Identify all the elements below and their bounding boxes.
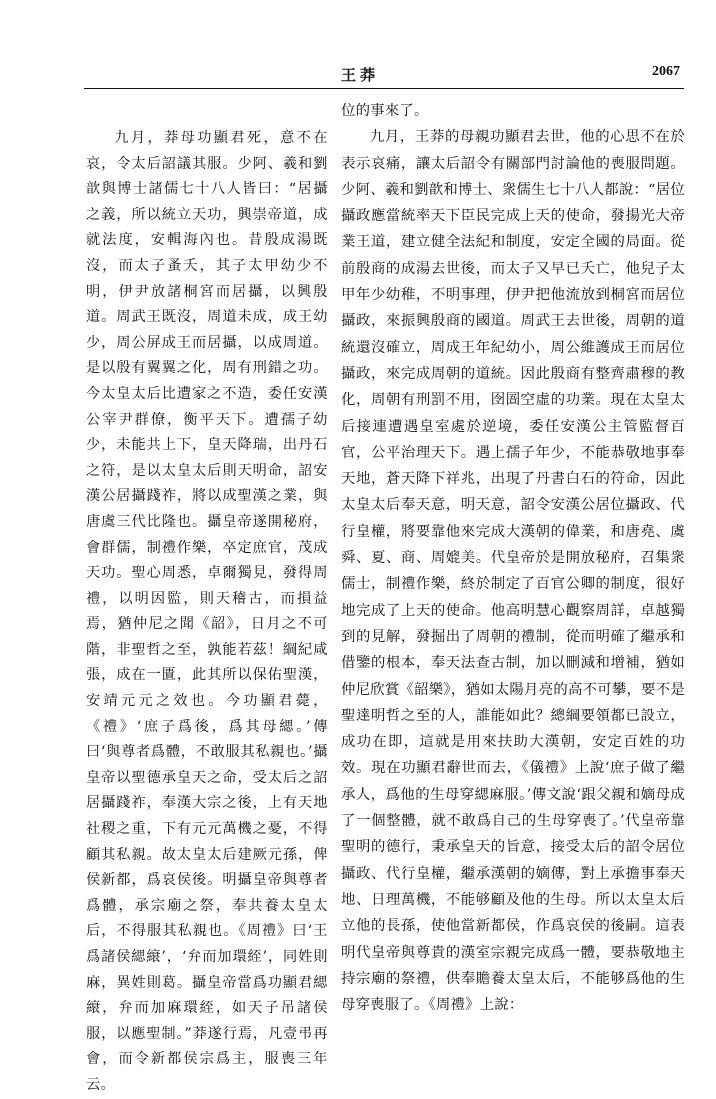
translation-paragraph: 九月，王莽的母親功顯君去世，他的心思不在於表示哀痛，讓太后詔令有關部門討論他的喪服問題。少阿、羲和劉歆和博士、衆儒生七十八人都說：“居位攝政應當統率天下臣民完成上天的使命，發揚光大帝業王道，建立健全法紀和制度，安定全國的局面。從前殷商的成湯去世後，而太子又早已夭亡，他兒子太甲年少幼稚，不明事理，伊尹把他流放到桐宮而居位攝政，來振興殷商的國道。周武王去世後，周朝的道統還沒確立，周成王年紀幼小，周公維護成王而居位攝政，來完成周朝的道統。因此殷商有整齊肅穆的教化，周朝有刑罰不用，囹圄空虛的功業。現在太皇太后接連遭遇皇室處於逆境，委任安漢公主管監督百官，公平治理天下。遇上孺子年少，不能恭敬地事奉天地，蒼天降下祥兆，出現了丹書白石的符命，因此太皇太后奉天意，明天意，詔令安漢公居位攝政、代行皇權，將要靠他來完成大漢朝的偉業，和唐堯、虞舜、夏、商、周媲美。代皇帝於是開放秘府，召集衆儒士，制禮作樂，終於制定了百官公卿的制度，很好地完成了上天的使命。他高明慧心觀察周詳，卓越獨到的見解，發掘出了周朝的禮制，從而明確了繼承和借鑒的根本，奉天法查古制，加以刪減和增補，猶如仲尼欣賞《韶樂》，猶如太陽月亮的高不可攀，要不是聖達明哲之至的人，誰能如此？總綱要領都已設立，成功在即，這就是用來扶助大漢朝，安定百姓的功效。現在功顯君辭世而去，《儀禮》上說‘庶子做了繼承人，爲他的生母穿緦麻服。’傳文說‘跟父親和嫡母成了一個整體，就不敢爲自己的生母穿喪了。’代皇帝靠聖明的德行，秉承皇天的旨意，接受太后的詔令居位攝政、代行皇權，繼承漢朝的嫡傳，對上承擔事奉天地、日理萬機，不能够顧及他的生母。所以太皇太后立他的長孫，使他當新都侯，作爲哀侯的後嗣。這表明代皇帝與尊貴的漢室宗親完成爲一體，要恭敬地主持宗廟的祭禮，供奉贍養太皇太后，不能够爲他的生母穿喪服了。《周禮》上說： — [341, 129, 685, 1014]
translation-text-column — [341, 98, 685, 1014]
classical-text-column — [86, 126, 328, 1093]
classical-text-paragraph: 九月，莽母功顯君死，意不在哀，令太后詔議其服。少阿、羲和劉歆與博士諸儒七十八人皆曰：“居攝之義，所以統立天功，興崇帝道，成就法度，安輯海內也。昔殷成湯既沒，而太子蚤夭，其子太甲幼少不明，伊尹放諸桐宮而居攝，以興殷道。周武王既沒，周道未成，成王幼少，周公屏成王而居攝，以成周道。是以殷有翼翼之化，周有刑錯之功。今太皇太后比遭家之不造，委任安漢公宰尹群僚，衡平天下。遭孺子幼少，未能共上下，皇天降瑞，出丹石之符，是以太皇太后則天明命，詔安漢公居攝踐祚，將以成聖漢之業，與唐虞三代比隆也。攝皇帝遂開秘府，會群儒，制禮作樂，卒定庶官，茂成天功。聖心周悉，卓爾獨見，發得周禮，以明因監，則天稽古，而損益焉，猶仲尼之聞《韶》，日月之不可階，非聖哲之至，孰能若茲！綱紀咸張，成在一匱，此其所以保佑聖漢，安靖元元之效也。今功顯君薨，《禮》‘庶子爲後，爲其母緦。’傳曰‘與尊者爲體，不敢服其私親也。’攝皇帝以聖德承皇天之命，受太后之詔居攝踐祚，奉漢大宗之後，上有天地社稷之重，下有元元萬機之憂，不得顧其私親。故太皇太后建厥元孫，俾侯新都，爲哀侯後。明攝皇帝與尊者爲體，承宗廟之祭，奉共養太皇太后，不得服其私親也。《周禮》曰‘王爲諸侯緦縗’，‘弁而加環絰’，同姓則麻，異姓則葛。攝皇帝當爲功顯君緦縗，弁而加麻環絰，如天子吊諸侯服，以應聖制。”莽遂行焉，凡壹弔再會，而令新都侯宗爲主，服喪三年云。 — [86, 130, 328, 1093]
page-number: 2067 — [652, 64, 680, 79]
translation-continuation-line: 位的事來了。 — [341, 103, 429, 119]
header-rule — [84, 88, 684, 89]
running-head-title: 王莽 — [340, 66, 379, 84]
